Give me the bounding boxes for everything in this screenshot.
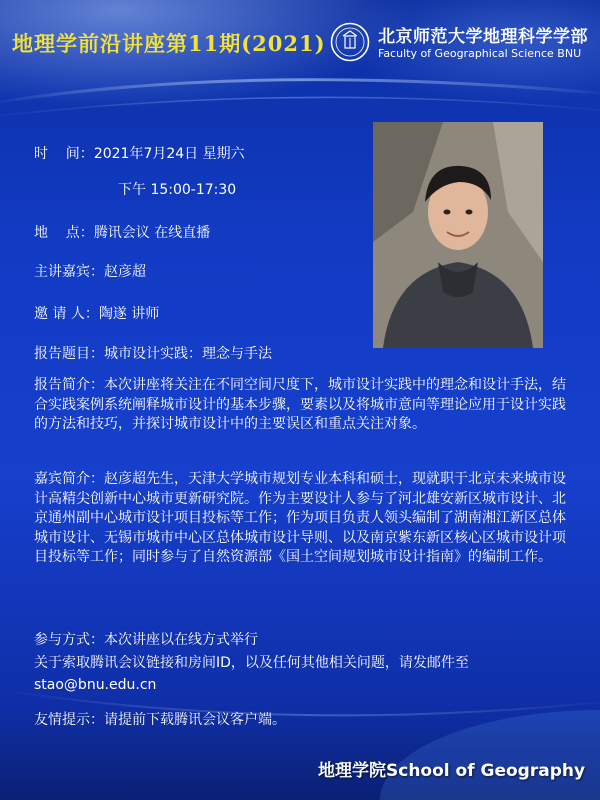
time-label: 时 间：	[34, 146, 94, 162]
speaker-label: 主讲嘉宾：	[34, 264, 104, 280]
place-label: 地 点：	[34, 225, 94, 241]
school-name-english: Faculty of Geographical Science BNU	[378, 47, 582, 60]
speaker-portrait-image	[373, 122, 543, 348]
speaker-photo	[373, 122, 543, 348]
abstract-label: 报告简介：	[34, 377, 104, 393]
bio-paragraph	[34, 470, 570, 568]
speaker-row	[34, 262, 146, 282]
abstract-text: 本次讲座将关注在不同空间尺度下，城市设计实践中的理念和设计手法，结合实践案例系统阐释城市设计的基本步骤，要素以及将城市意向等理论应用于设计实践的方法和技巧，并探讨城市设计中的主要误区和重点关注对象。	[34, 377, 566, 433]
reminder-value: 请提前下载腾讯会议客户端。	[104, 712, 286, 728]
bio-text: 赵彦超先生，天津大学城市规划专业本科和硕士，现就职于北京未来城市设计高精尖创新中心城市更新研究院。作为主要设计人参与了河北雄安新区城市设计、北京通州副中心城市设计项目投标等工作；作为项目负责人领头编制了湖南湘江新区总体城市设计、无锡市城市中心区总体城市设计导则、以及南京紫东新区核心区城市设计项目投标等工作；同时参与了自然资源部《国土空间规划城市设计指南》的编制工作。	[34, 471, 566, 566]
topic-value: 城市设计实践：理念与手法	[104, 346, 272, 362]
time-hours: 下午 15:00-17:30	[118, 182, 237, 198]
speaker-name: 赵彦超	[104, 264, 146, 280]
footer-brand-en: School of Geography	[386, 761, 586, 781]
participation-label: 参与方式：	[34, 632, 104, 648]
school-name-chinese: 北京师范大学地理科学学部	[378, 27, 588, 47]
host-name: 陶遂 讲师	[98, 306, 160, 322]
contact-email[interactable]: stao@bnu.edu.cn	[34, 677, 157, 693]
reminder-label: 友情提示：	[34, 712, 104, 728]
footer-brand	[318, 756, 585, 781]
time-row	[34, 144, 245, 164]
topic-row	[34, 344, 272, 364]
participation-row	[34, 630, 258, 650]
footer-brand-cn: 地理学院	[318, 761, 386, 781]
host-row	[34, 304, 159, 324]
abstract-paragraph	[34, 376, 570, 435]
participation-value: 本次讲座以在线方式举行	[104, 632, 258, 648]
contact-text: 关于索取腾讯会议链接和房间ID，以及任何其他相关问题，请发邮件至	[34, 655, 469, 671]
place-value: 腾讯会议 在线直播	[93, 225, 211, 241]
time-date: 2021年7月24日 星期六	[93, 146, 245, 162]
reminder-row	[34, 710, 286, 730]
topic-label: 报告题目：	[34, 346, 104, 362]
lecture-series-title: 地理学前沿讲座第11期(2021)	[12, 31, 326, 56]
bio-label: 嘉宾简介：	[34, 471, 104, 487]
host-label: 邀 请 人：	[34, 306, 99, 322]
bnu-seal-icon	[330, 22, 370, 62]
place-row	[34, 223, 210, 243]
